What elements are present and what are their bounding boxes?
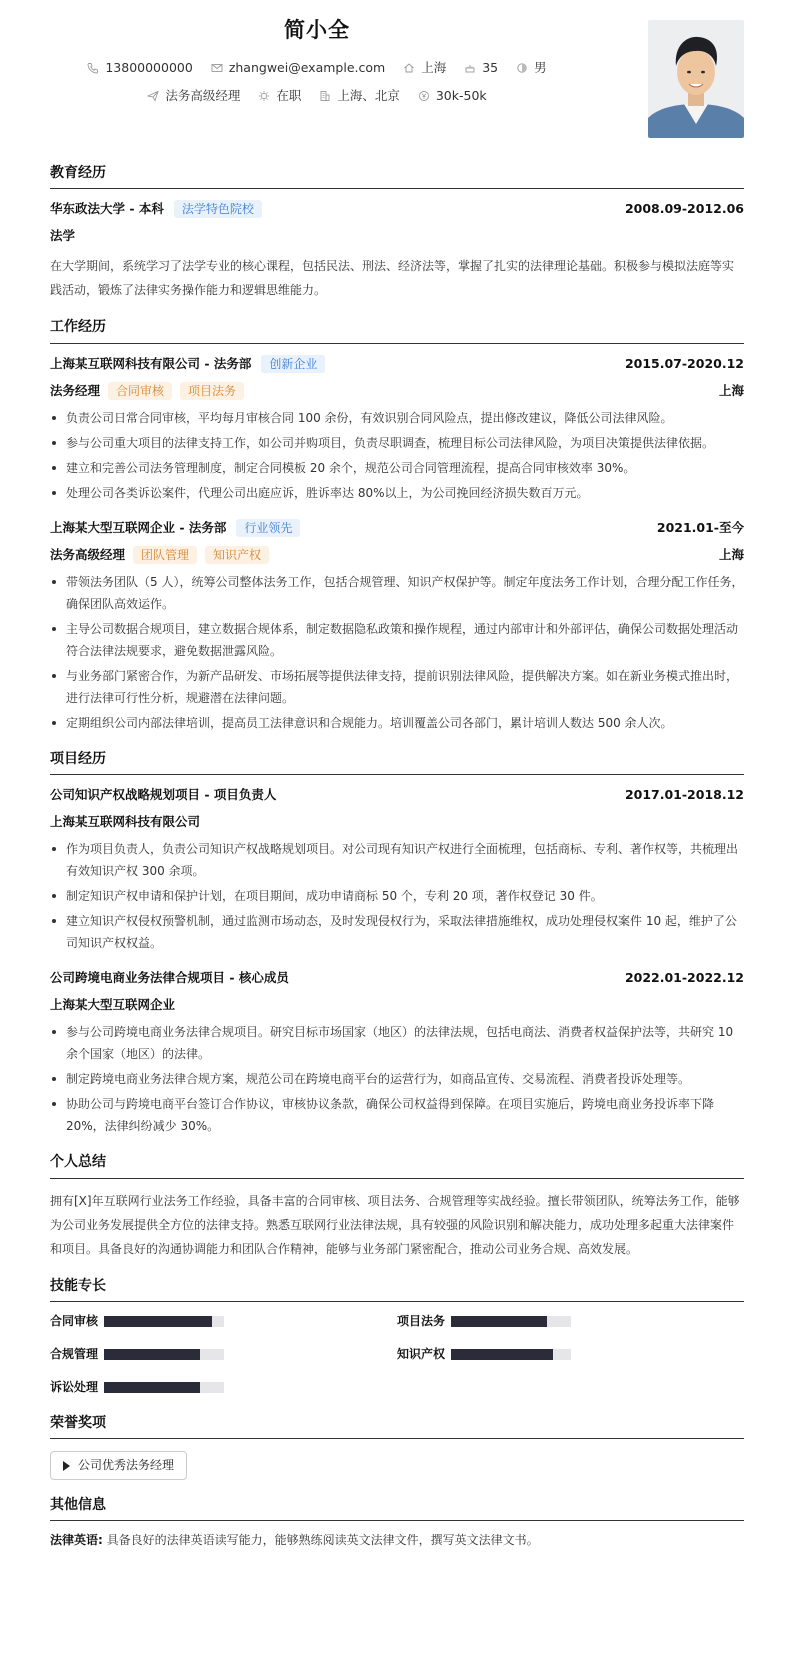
position-item bbox=[147, 86, 240, 106]
skill-fill bbox=[451, 1349, 553, 1360]
project-name: 公司跨境电商业务法律合规项目 - 核心成员 bbox=[50, 970, 289, 986]
skill-item bbox=[50, 1345, 397, 1364]
salary-item bbox=[418, 86, 487, 106]
location-item bbox=[403, 58, 446, 78]
list-item: 负责公司日常合同审核，平均每月审核合同 100 余份，有效识别合同风险点，提出修改建议，降低公司法律风险。 bbox=[50, 407, 744, 429]
skill-fill bbox=[104, 1349, 200, 1360]
award-item[interactable] bbox=[50, 1451, 187, 1480]
skill-bar bbox=[104, 1316, 224, 1327]
list-item: 参与公司跨境电商业务法律合规项目。研究目标市场国家（地区）的法律法规，包括电商法、消费者权益保护法等，共研究 10 余个国家（地区）的法律。 bbox=[50, 1021, 744, 1065]
list-item: 制定跨境电商业务法律合规方案，规范公司在跨境电商平台的运营行为，如商品宣传、交易流程、消费者投诉处理等。 bbox=[50, 1068, 744, 1090]
work-city: 上海 bbox=[718, 382, 744, 398]
profile-photo bbox=[648, 20, 744, 138]
list-item: 带领法务团队（5 人），统筹公司整体法务工作，包括合规管理、知识产权保护等。制定年度法务工作计划，合理分配工作任务，确保团队高效运作。 bbox=[50, 571, 744, 615]
skill-bar bbox=[104, 1382, 224, 1393]
skill-tag: 知识产权 bbox=[205, 546, 269, 564]
phone-icon bbox=[87, 62, 99, 74]
summary-section bbox=[50, 1151, 744, 1260]
company-name: 上海某互联网科技有限公司 - 法务部 bbox=[50, 355, 252, 371]
skill-name: 项目法务 bbox=[397, 1313, 446, 1328]
skills-section bbox=[50, 1275, 744, 1398]
work-date: 2015.07-2020.12 bbox=[624, 355, 744, 371]
school-tag: 法学特色院校 bbox=[174, 200, 262, 218]
email-item bbox=[211, 58, 385, 78]
list-item: 参与公司重大项目的法律支持工作，如公司并购项目，负责尽职调查，梳理目标公司法律风险，为项目决策提供法律依据。 bbox=[50, 432, 744, 454]
email-text: zhangwei@example.com bbox=[228, 60, 386, 75]
list-item: 建立知识产权侵权预警机制，通过监测市场动态，及时发现侵权行为，采取法律措施维权，成功处理侵权案件 10 起，维护了公司知识产权权益。 bbox=[50, 910, 744, 954]
school-name: 华东政法大学 - 本科 bbox=[50, 201, 164, 217]
skill-bar bbox=[451, 1316, 571, 1327]
phone-text: 13800000000 bbox=[105, 60, 193, 75]
city-item bbox=[319, 86, 400, 106]
job-intent-row bbox=[50, 86, 584, 106]
work-section bbox=[50, 316, 744, 733]
project-entry bbox=[50, 785, 744, 954]
education-date: 2008.09-2012.06 bbox=[624, 201, 744, 217]
work-city: 上海 bbox=[718, 546, 744, 562]
skill-item bbox=[50, 1378, 397, 1397]
list-item: 主导公司数据合规项目，建立数据合规体系，制定数据隐私政策和操作规程，通过内部审计和外部评估，确保公司数据处理活动符合法律法规要求，避免数据泄露风险。 bbox=[50, 618, 744, 662]
other-label: 法律英语: bbox=[50, 1533, 103, 1548]
other-text: 具备良好的法律英语读写能力，能够熟练阅读英文法律文件，撰写英文法律文书。 bbox=[106, 1533, 539, 1548]
list-item: 定期组织公司内部法律培训，提高员工法律意识和合规能力。培训覆盖公司各部门，累计培训人数达 500 余人次。 bbox=[50, 712, 744, 734]
mail-icon bbox=[211, 62, 223, 74]
skill-item bbox=[397, 1312, 744, 1331]
location-text: 上海 bbox=[421, 60, 447, 75]
skills-title: 技能专长 bbox=[50, 1275, 744, 1302]
summary-title: 个人总结 bbox=[50, 1151, 744, 1178]
work-entry bbox=[50, 354, 744, 504]
work-title: 工作经历 bbox=[50, 316, 744, 343]
company-name: 上海某大型互联网企业 - 法务部 bbox=[50, 519, 227, 535]
skill-item bbox=[397, 1345, 744, 1364]
status-text: 在职 bbox=[276, 88, 302, 103]
skill-name: 知识产权 bbox=[397, 1347, 446, 1362]
skills-grid bbox=[50, 1312, 744, 1398]
education-desc: 在大学期间，系统学习了法学专业的核心课程，包括民法、刑法、经济法等，掌握了扎实的法律理论基础。积极参与模拟法庭等实践活动，锻炼了法律实务操作能力和逻辑思维能力。 bbox=[50, 259, 735, 298]
other-section bbox=[50, 1494, 744, 1551]
phone-item bbox=[87, 58, 192, 78]
skill-name: 合同审核 bbox=[50, 1313, 99, 1328]
skill-name: 合规管理 bbox=[50, 1347, 99, 1362]
company-tag: 行业领先 bbox=[236, 519, 300, 537]
major-name: 法学 bbox=[50, 228, 76, 244]
money-icon bbox=[418, 90, 430, 102]
skill-name: 诉讼处理 bbox=[50, 1380, 99, 1395]
skill-bar bbox=[451, 1349, 571, 1360]
education-section bbox=[50, 162, 744, 302]
job-role: 法务经理 bbox=[50, 382, 101, 398]
awards-section bbox=[50, 1412, 744, 1481]
skill-tag: 项目法务 bbox=[180, 382, 244, 400]
award-label: 公司优秀法务经理 bbox=[78, 1457, 175, 1472]
project-date: 2022.01-2022.12 bbox=[624, 970, 744, 986]
other-title: 其他信息 bbox=[50, 1494, 744, 1521]
education-title: 教育经历 bbox=[50, 162, 744, 189]
candidate-name: 简小全 bbox=[284, 18, 350, 42]
play-icon bbox=[63, 1461, 70, 1471]
summary-text: 拥有[X]年互联网行业法务工作经验，具备丰富的合同审核、项目法务、合规管理等实战经验。擅长带领团队，统筹法务工作，能够为公司业务发展提供全方位的法律支持。熟悉互联网行业法律法规，具有较强的风险识别和解决能力，成功处理多起重大法律案件和项目。具备良好的沟通协调能力和团队合作精神，能够与业务部门紧密配合，推动公司业务合规、高效发展。 bbox=[50, 1193, 740, 1256]
city-text: 上海、北京 bbox=[337, 88, 400, 103]
skill-tag: 合同审核 bbox=[108, 382, 172, 400]
salary-text: 30k-50k bbox=[435, 88, 487, 103]
gender-item bbox=[516, 58, 547, 78]
project-company: 上海某互联网科技有限公司 bbox=[50, 814, 201, 830]
project-entry bbox=[50, 968, 744, 1137]
work-entry bbox=[50, 518, 744, 734]
skill-fill bbox=[104, 1316, 212, 1327]
building-icon bbox=[319, 90, 331, 102]
list-item: 制定知识产权申请和保护计划，在项目期间，成功申请商标 50 个，专利 20 项，著作权登记 30 件。 bbox=[50, 885, 744, 907]
education-entry bbox=[50, 199, 744, 302]
list-item: 作为项目负责人，负责公司知识产权战略规划项目。对公司现有知识产权进行全面梳理，包括商标、专利、著作权等，共梳理出有效知识产权 300 余项。 bbox=[50, 838, 744, 882]
projects-section bbox=[50, 748, 744, 1137]
position-text: 法务高级经理 bbox=[165, 88, 241, 103]
project-name: 公司知识产权战略规划项目 - 项目负责人 bbox=[50, 787, 277, 803]
skill-fill bbox=[451, 1316, 547, 1327]
skill-item bbox=[50, 1312, 397, 1331]
contact-row bbox=[50, 58, 584, 78]
job-role: 法务高级经理 bbox=[50, 546, 126, 562]
project-company: 上海某大型互联网企业 bbox=[50, 997, 176, 1013]
home-icon bbox=[403, 62, 415, 74]
age-item bbox=[464, 58, 498, 78]
gender-icon bbox=[516, 62, 528, 74]
company-tag: 创新企业 bbox=[261, 355, 325, 373]
skill-fill bbox=[104, 1382, 200, 1393]
list-item: 协助公司与跨境电商平台签订合作协议，审核协议条款，确保公司权益得到保障。在项目实施后，跨境电商业务投诉率下降 20%，法律纠纷减少 30%。 bbox=[50, 1093, 744, 1137]
age-text: 35 bbox=[482, 60, 499, 75]
list-item: 建立和完善公司法务管理制度，制定合同模板 20 余个，规范公司合同管理流程，提高合同审核效率 30%。 bbox=[50, 457, 744, 479]
awards-title: 荣誉奖项 bbox=[50, 1412, 744, 1439]
skill-bar bbox=[104, 1349, 224, 1360]
send-icon bbox=[147, 90, 159, 102]
other-info bbox=[50, 1531, 744, 1550]
skill-tag: 团队管理 bbox=[133, 546, 197, 564]
resume-header bbox=[50, 0, 744, 148]
list-item: 处理公司各类诉讼案件，代理公司出庭应诉，胜诉率达 80%以上，为公司挽回经济损失数百万元。 bbox=[50, 482, 744, 504]
gender-text: 男 bbox=[534, 60, 547, 75]
work-date: 2021.01-至今 bbox=[656, 519, 744, 535]
projects-title: 项目经历 bbox=[50, 748, 744, 775]
list-item: 与业务部门紧密合作，为新产品研发、市场拓展等提供法律支持，提前识别法律风险，提供解决方案。如在新业务模式推出时，进行法律可行性分析，规避潜在法律问题。 bbox=[50, 665, 744, 709]
cake-icon bbox=[464, 62, 476, 74]
project-date: 2017.01-2018.12 bbox=[624, 787, 744, 803]
status-icon bbox=[258, 90, 270, 102]
status-item bbox=[258, 86, 301, 106]
